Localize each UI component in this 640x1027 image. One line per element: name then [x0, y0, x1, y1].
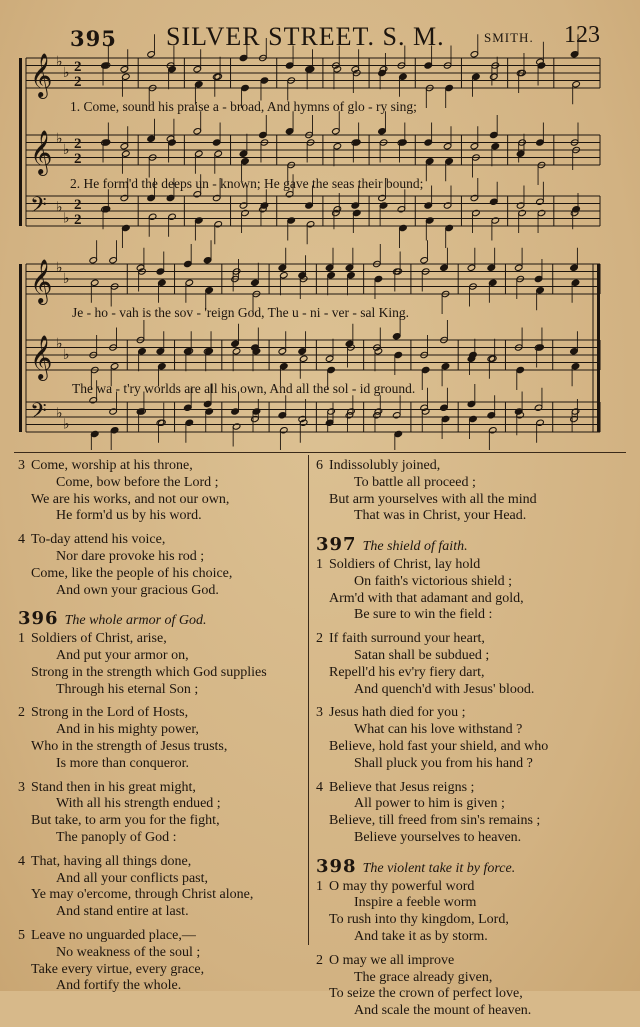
stanza-line — [316, 631, 616, 648]
stanza-line — [18, 665, 306, 682]
stanza-number: 2 — [316, 631, 323, 647]
time-signature-digit: 2 — [74, 212, 82, 228]
stanza-line — [18, 583, 306, 600]
hymn-heading-number: 398 — [316, 855, 357, 877]
stanza-line — [18, 532, 306, 549]
stanza-text: Is more than conqueror. — [56, 755, 189, 771]
stanza-number: 1 — [18, 631, 25, 647]
bass-clef-icon: 𝄢 — [30, 193, 47, 223]
hymn-number: 395 — [70, 26, 117, 51]
stanza-text: Satan shall be subdued ; — [354, 647, 490, 663]
stanza-number: 3 — [18, 458, 25, 473]
time-signature-digit: 2 — [74, 151, 82, 167]
stanza-text: Who in the strength of Jesus trusts, — [31, 738, 228, 754]
stanza-text: And fortify the whole. — [56, 978, 182, 994]
stanza-line — [18, 887, 306, 904]
system-bracket — [19, 58, 22, 226]
stanza-text: With all his strength endued ; — [56, 796, 221, 812]
stanza-text: Come, worship at his throne, — [31, 458, 193, 473]
system2-lyric-verse2: The wa - t'ry worlds are all his own, And all the sol - id ground. — [72, 381, 416, 396]
stanza-text: Nor dare provoke his rod ; — [56, 548, 205, 564]
stanza-line — [18, 904, 306, 921]
hymn-heading-title: The whole armor of God. — [64, 613, 207, 629]
stanza-text: And quench'd with Jesus' blood. — [354, 681, 535, 697]
stanza-text: O may thy powerful word — [329, 878, 475, 894]
stanza-text: And own your gracious God. — [56, 582, 219, 598]
stanza-number: 2 — [18, 705, 25, 721]
stanza-line — [18, 871, 306, 888]
stanza-text: Stand then in his great might, — [31, 779, 196, 795]
stanza-text: And all your conflicts past, — [56, 870, 209, 886]
stanza-number: 4 — [18, 532, 25, 548]
stanza-line — [18, 566, 306, 583]
stanza-line — [18, 945, 306, 962]
system1-lyric-verse2: 2. He form'd the deeps un - known; He gave the seas their bound; — [70, 176, 424, 191]
tune-title: SILVER STREET. S. M. — [166, 22, 445, 51]
stanza-line — [316, 574, 616, 591]
stanza-line — [18, 492, 306, 509]
stanza-line — [18, 458, 306, 475]
stanza-text: To rush into thy kingdom, Lord, — [329, 912, 509, 928]
time-signature-digit: 2 — [74, 197, 82, 213]
hymn-heading-title: The violent take it by force. — [362, 860, 516, 876]
stanza-number: 3 — [316, 705, 323, 721]
stanza-line — [18, 739, 306, 756]
flat-icon: ♭ — [63, 65, 70, 81]
hymn-heading — [316, 855, 616, 878]
stanza-text: No weakness of the soul ; — [56, 944, 201, 960]
flat-icon: ♭ — [63, 347, 70, 363]
hymn-heading-number: 397 — [316, 534, 357, 556]
left-column — [18, 458, 306, 1002]
stanza-text: O may we all improve — [329, 952, 455, 968]
stanza-line — [316, 648, 616, 665]
stanza-text: Believe that Jesus reigns ; — [329, 779, 475, 795]
system-bracket — [19, 264, 22, 432]
treble-clef-icon: 𝄞 — [30, 335, 53, 379]
stanza-text: Arm'd with that adamant and gold, — [329, 590, 524, 606]
treble-clef-icon: 𝄞 — [30, 130, 53, 174]
stanza-text: Believe, hold fast your shield, and who — [329, 738, 549, 754]
flat-icon: ♭ — [56, 53, 63, 70]
stanza-line — [18, 475, 306, 492]
flat-icon: ♭ — [63, 142, 70, 158]
stanza-text: That was in Christ, your Head. — [354, 508, 527, 524]
stanza-line — [316, 722, 616, 739]
stanza-text: And in his mighty power, — [56, 722, 199, 738]
stanza-text: And take it as by storm. — [354, 928, 488, 944]
stanza-line — [18, 854, 306, 871]
right-column — [316, 458, 616, 1027]
stanza-text: And scale the mount of heaven. — [354, 1003, 532, 1019]
stanza-line — [316, 458, 616, 475]
stanza-text: What can his love withstand ? — [354, 722, 523, 738]
flat-icon: ♭ — [63, 210, 70, 227]
stanza-line — [316, 953, 616, 970]
stanza-line — [316, 1003, 616, 1020]
stanza-line — [18, 796, 306, 813]
stanza-text: To battle all proceed ; — [354, 474, 476, 490]
stanza-text: The panoply of God : — [56, 829, 177, 845]
stanza-text: On faith's victorious shield ; — [354, 573, 513, 589]
stanza-text: Be sure to win the field : — [354, 607, 493, 623]
hymn-heading-number: 396 — [18, 608, 59, 630]
stanza-number: 1 — [316, 878, 323, 894]
flat-icon: ♭ — [56, 130, 63, 147]
stanza-line — [316, 756, 616, 773]
hymn-heading — [18, 608, 306, 630]
stanza-line — [316, 739, 616, 756]
system2-lyric-verse1: Je - ho - vah is the sov - 'reign God, The u - ni - ver - sal King. — [72, 305, 409, 320]
stanza-number: 2 — [316, 952, 323, 968]
flat-icon: ♭ — [56, 335, 63, 352]
stanza-number: 4 — [18, 853, 25, 869]
stanza-text: Strong in the strength which God supplies — [31, 664, 267, 680]
flat-icon: ♭ — [56, 199, 63, 216]
flat-icon: ♭ — [63, 416, 70, 433]
stanza-line — [18, 631, 306, 648]
flat-icon: ♭ — [63, 271, 70, 287]
stanza-text: Strong in the Lord of Hosts, — [31, 705, 189, 721]
stanza-line — [18, 648, 306, 665]
stanza-text: But take, to arm you for the fight, — [31, 813, 220, 829]
stanza-text: Repell'd his ev'ry fiery dart, — [329, 664, 485, 680]
stanza-line — [316, 879, 616, 896]
stanza-line — [316, 475, 616, 492]
stanza-line — [316, 492, 616, 509]
time-signature-digit: 2 — [74, 59, 82, 75]
bass-clef-icon: 𝄢 — [30, 399, 47, 429]
stanza-text: All power to him is given ; — [354, 796, 505, 812]
stanza-text: Soldiers of Christ, arise, — [31, 631, 167, 647]
stanza-text: Believe, till freed from sin's remains ; — [329, 813, 541, 829]
stanza-text: Through his eternal Son ; — [56, 681, 199, 697]
stanza-text: If faith surround your heart, — [329, 631, 485, 647]
stanza-text: He form'd us by his word. — [56, 508, 202, 524]
stanza-line — [18, 830, 306, 847]
stanza-text: Soldiers of Christ, lay hold — [329, 556, 481, 572]
stanza-line — [316, 912, 616, 929]
stanza-text: Jesus hath died for you ; — [329, 705, 466, 721]
column-rule — [308, 455, 309, 945]
stanza-line — [316, 508, 616, 525]
stanza-text: Come, like the people of his choice, — [31, 565, 233, 581]
stanza-line — [18, 756, 306, 773]
flat-icon: ♭ — [56, 405, 63, 422]
stanza-line — [18, 928, 306, 945]
stanza-line — [316, 929, 616, 946]
stanza-line — [316, 607, 616, 624]
stanza-line — [18, 978, 306, 995]
stanza-text: But arm yourselves with all the mind — [329, 491, 537, 507]
treble-clef-icon: 𝄞 — [30, 53, 53, 97]
composer-name: SMITH. — [484, 30, 534, 45]
stanza-line — [316, 780, 616, 797]
stanza-line — [18, 682, 306, 699]
stanza-line — [316, 796, 616, 813]
stanza-text: Ye may o'ercome, through Christ alone, — [31, 887, 254, 903]
stanza-text: Come, bow before the Lord ; — [56, 474, 219, 490]
stanza-line — [316, 557, 616, 574]
stanza-number: 4 — [316, 779, 323, 795]
time-signature-digit: 2 — [74, 74, 82, 90]
stanza-text: That, having all things done, — [31, 853, 192, 869]
stanza-line — [316, 705, 616, 722]
stanza-line — [316, 682, 616, 699]
stanza-line — [316, 895, 616, 912]
flat-icon: ♭ — [56, 259, 63, 276]
stanza-line — [18, 705, 306, 722]
stanza-text: Shall pluck you from his hand ? — [354, 755, 533, 771]
final-barline — [597, 264, 600, 432]
hymn-heading-title: The shield of faith. — [362, 539, 468, 555]
stanza-text: To seize the crown of perfect love, — [329, 986, 523, 1002]
stanza-line — [316, 830, 616, 847]
stanza-line — [316, 591, 616, 608]
stanza-number: 3 — [18, 779, 25, 795]
stanza-text: Believe yourselves to heaven. — [354, 829, 522, 845]
stanza-text: Take every virtue, every grace, — [31, 961, 205, 977]
stanza-line — [316, 813, 616, 830]
stanza-line — [316, 986, 616, 1003]
stanza-line — [18, 780, 306, 797]
section-divider — [14, 452, 626, 453]
stanza-line — [18, 962, 306, 979]
stanza-text: Leave no unguarded place,— — [31, 927, 196, 943]
system1-lyric-verse1: 1. Come, sound his praise a - broad, And hymns of glo - ry sing; — [70, 99, 417, 114]
stanza-text: Indissolubly joined, — [329, 458, 441, 473]
page-number: 123 — [564, 22, 600, 48]
stanza-text: To-day attend his voice, — [31, 532, 166, 548]
stanza-line — [18, 813, 306, 830]
stanza-number: 5 — [18, 927, 25, 943]
hymn-heading — [316, 534, 616, 556]
stanza-number: 6 — [316, 458, 323, 473]
stanza-line — [316, 970, 616, 987]
stanza-text: And stand entire at last. — [56, 904, 189, 920]
time-signature-digit: 2 — [74, 136, 82, 152]
stanza-line — [316, 665, 616, 682]
stanza-text: And put your armor on, — [56, 647, 189, 663]
stanza-line — [18, 549, 306, 566]
stanza-line — [18, 722, 306, 739]
treble-clef-icon: 𝄞 — [30, 259, 53, 303]
stanza-line — [18, 508, 306, 525]
stanza-text: Inspire a feeble worm — [354, 895, 477, 911]
stanza-text: We are his works, and not our own, — [31, 491, 230, 507]
stanza-text: The grace already given, — [354, 969, 493, 985]
stanza-number: 1 — [316, 556, 323, 572]
